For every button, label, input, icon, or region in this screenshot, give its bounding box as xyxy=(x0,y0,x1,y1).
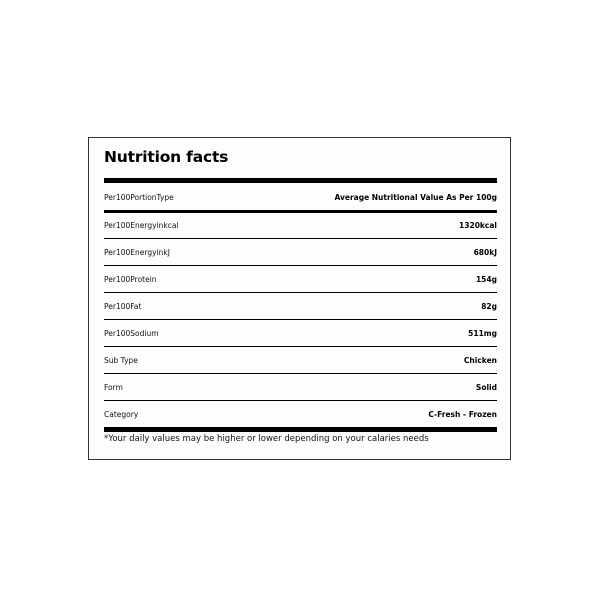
row-divider xyxy=(104,346,497,347)
row-protein xyxy=(104,267,497,291)
row-divider xyxy=(104,265,497,266)
row-label: Category xyxy=(104,409,139,419)
row-divider xyxy=(104,373,497,374)
bottom-thick-divider xyxy=(104,427,497,432)
row-value: 82g xyxy=(481,301,497,311)
row-energy-kcal xyxy=(104,213,497,237)
row-divider xyxy=(104,319,497,320)
row-label: Per100Energyinkcal xyxy=(104,220,179,230)
row-label: Per100EnergyinkJ xyxy=(104,247,170,257)
row-form xyxy=(104,375,497,399)
row-sodium xyxy=(104,321,497,345)
row-value: 1320kcal xyxy=(459,220,497,230)
row-label: Sub Type xyxy=(104,355,138,365)
nutrition-facts-title: Nutrition facts xyxy=(104,148,229,166)
row-label: Per100PortionType xyxy=(104,192,174,202)
top-thick-divider xyxy=(104,178,497,183)
row-energy-kj xyxy=(104,240,497,264)
nutrition-facts-panel xyxy=(88,137,511,460)
row-label: Form xyxy=(104,382,123,392)
row-category xyxy=(104,402,497,426)
row-sub-type xyxy=(104,348,497,372)
row-divider xyxy=(104,238,497,239)
row-value: Chicken xyxy=(463,355,497,365)
row-value: 680kJ xyxy=(473,247,497,257)
row-portion-type xyxy=(104,185,497,209)
row-value: Average Nutritional Value As Per 100g xyxy=(334,192,497,202)
row-label: Per100Sodium xyxy=(104,328,159,338)
row-label: Per100Fat xyxy=(104,301,142,311)
row-divider xyxy=(104,400,497,401)
row-fat xyxy=(104,294,497,318)
row-value: 511mg xyxy=(468,328,497,338)
row-divider xyxy=(104,292,497,293)
row-value: Solid xyxy=(475,382,497,392)
daily-values-footnote: *Your daily values may be higher or lower depending on your calaries needs xyxy=(104,434,429,444)
row-value: 154g xyxy=(475,274,497,284)
row-value: C-Fresh - Frozen xyxy=(428,409,497,419)
row-label: Per100Protein xyxy=(104,274,157,284)
